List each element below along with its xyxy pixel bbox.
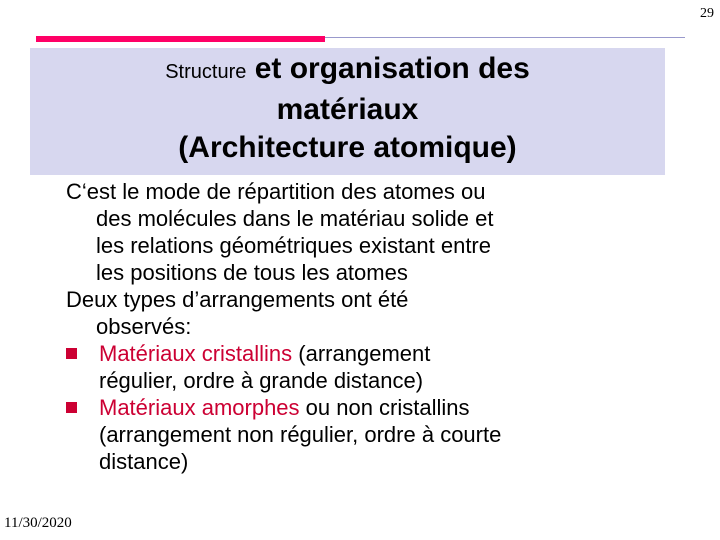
bullet-highlight: Matériaux cristallins <box>99 341 293 366</box>
slide-title <box>30 50 665 167</box>
square-bullet-icon <box>66 402 77 413</box>
square-bullet-icon <box>66 348 77 359</box>
definition-paragraph <box>66 178 686 286</box>
bullet-line-3: distance) <box>99 449 189 474</box>
types-line-2: observés: <box>96 314 192 339</box>
bullet-line-2: régulier, ordre à grande distance) <box>99 368 424 393</box>
bullet-line-2: (arrangement non régulier, ordre à courte <box>99 422 502 447</box>
title-line-3: (Architecture atomique) <box>178 131 517 164</box>
types-paragraph <box>66 286 686 340</box>
slide-body <box>66 178 686 475</box>
bullet-item-amorphous <box>66 394 686 475</box>
page-number: 29 <box>700 6 714 21</box>
definition-line-3: les relations géométriques existant entre <box>96 233 491 258</box>
title-line-2: matériaux <box>276 93 419 126</box>
definition-line-2: des molécules dans le matériau solide et <box>96 206 494 231</box>
definition-line-1: C‘est le mode de répartition des atomes ou <box>66 179 486 204</box>
title-lead: Structure <box>165 61 247 83</box>
bullet-item-crystalline <box>66 340 686 394</box>
top-accent-bar <box>36 36 325 42</box>
title-line-1 <box>30 50 665 91</box>
bullet-rest: (arrangement <box>292 341 431 366</box>
bullet-highlight: Matériaux amorphes <box>99 395 300 420</box>
types-line-1: Deux types d’arrangements ont été <box>66 287 409 312</box>
bullet-rest: ou non cristallins <box>299 395 470 420</box>
definition-line-4: les positions de tous les atomes <box>96 260 408 285</box>
title-rest: et organisation des <box>246 52 530 85</box>
slide-date: 11/30/2020 <box>4 515 72 531</box>
